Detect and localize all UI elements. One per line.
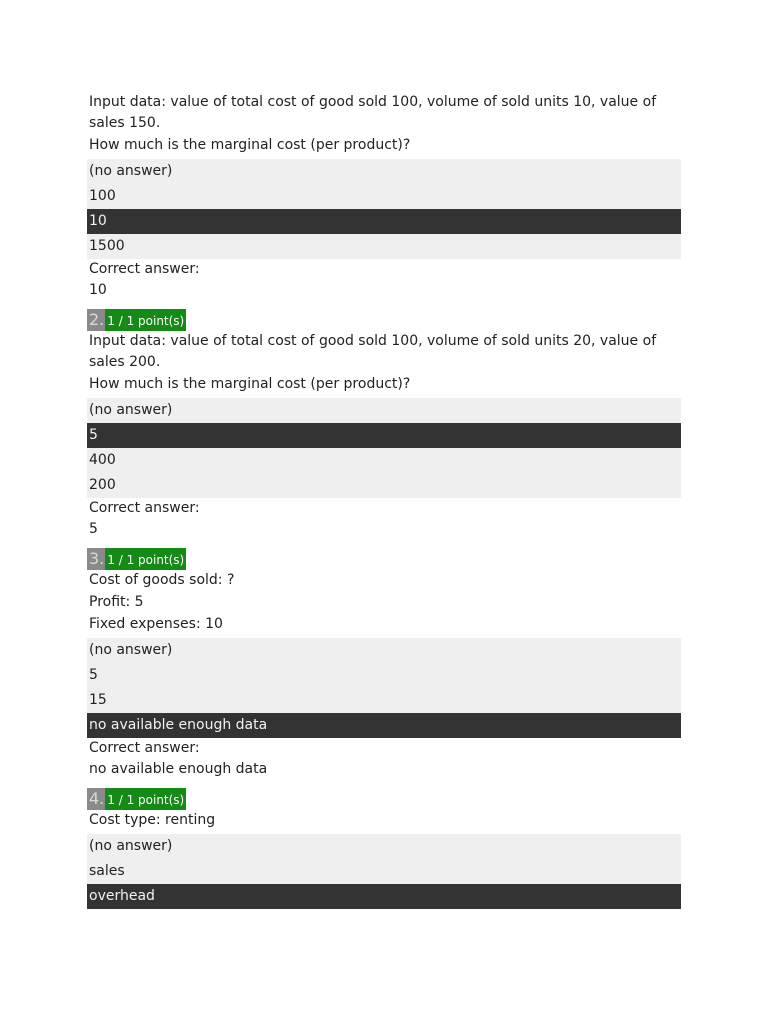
question-number: 3. <box>89 549 105 568</box>
question-text: Cost type: renting <box>89 812 216 828</box>
answer-options <box>87 834 681 909</box>
answer-options <box>87 159 681 259</box>
question-4 <box>87 788 681 909</box>
correct-answer-value: no available enough data <box>89 761 268 777</box>
question-header <box>87 309 681 331</box>
correct-answer-value: 5 <box>89 521 98 537</box>
answer-options <box>87 638 681 738</box>
answer-option[interactable]: 100 <box>87 184 681 209</box>
correct-answer-value: 10 <box>89 282 107 298</box>
answer-option[interactable]: 200 <box>87 473 681 498</box>
question-header <box>87 548 681 570</box>
question-number: 2. <box>89 310 105 329</box>
question-3 <box>87 548 681 780</box>
answer-option-selected[interactable]: no available enough data <box>87 713 681 738</box>
answer-option[interactable]: (no answer) <box>87 834 681 859</box>
points-badge: 1 / 1 point(s) <box>105 788 186 810</box>
answer-option[interactable]: (no answer) <box>87 638 681 663</box>
answer-option[interactable]: 15 <box>87 688 681 713</box>
quiz-results <box>87 92 681 909</box>
answer-option[interactable]: 5 <box>87 663 681 688</box>
points-badge: 1 / 1 point(s) <box>105 309 186 331</box>
question-1 <box>87 92 681 301</box>
answer-option[interactable]: (no answer) <box>87 398 681 423</box>
answer-option[interactable]: sales <box>87 859 681 884</box>
question-text: Input data: value of total cost of good sold 100, volume of sold units 10, value of sales 150. <box>89 94 657 131</box>
correct-answer-label: Correct answer: <box>89 261 200 277</box>
answer-option-selected[interactable]: overhead <box>87 884 681 909</box>
question-text: Profit: 5 <box>89 594 144 610</box>
correct-answer-label: Correct answer: <box>89 500 200 516</box>
question-prompt: How much is the marginal cost (per product)? <box>89 137 411 153</box>
question-prompt: How much is the marginal cost (per product)? <box>89 376 411 392</box>
answer-option[interactable]: 400 <box>87 448 681 473</box>
question-text: Fixed expenses: 10 <box>89 616 223 632</box>
question-text: Input data: value of total cost of good sold 100, volume of sold units 20, value of sales 200. <box>89 333 657 370</box>
answer-option[interactable]: (no answer) <box>87 159 681 184</box>
answer-option-selected[interactable]: 10 <box>87 209 681 234</box>
question-2 <box>87 309 681 540</box>
answer-options <box>87 398 681 498</box>
points-badge: 1 / 1 point(s) <box>105 548 186 570</box>
correct-answer-label: Correct answer: <box>89 740 200 756</box>
answer-option-selected[interactable]: 5 <box>87 423 681 448</box>
answer-option[interactable]: 1500 <box>87 234 681 259</box>
question-text: Cost of goods sold: ? <box>89 572 235 588</box>
question-number: 4. <box>89 789 105 808</box>
question-header <box>87 788 681 810</box>
